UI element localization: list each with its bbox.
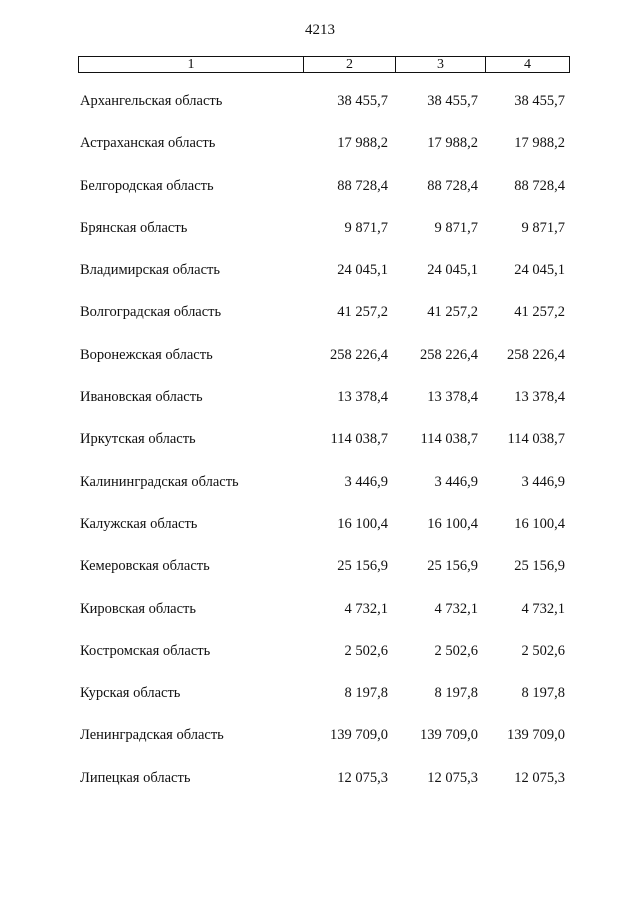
table-body bbox=[0, 93, 640, 812]
value-col-4: 13 378,4 bbox=[514, 389, 565, 406]
region-name: Кировская область bbox=[80, 600, 197, 617]
value-col-2: 12 075,3 bbox=[337, 769, 388, 786]
value-col-4: 16 100,4 bbox=[514, 515, 565, 532]
table-row bbox=[0, 178, 640, 220]
value-col-2: 3 446,9 bbox=[344, 473, 388, 490]
value-col-3: 114 038,7 bbox=[420, 431, 478, 448]
value-col-3: 41 257,2 bbox=[427, 304, 478, 321]
value-col-4: 24 045,1 bbox=[514, 262, 565, 279]
table-row bbox=[0, 389, 640, 431]
value-col-4: 139 709,0 bbox=[507, 727, 565, 744]
column-header-row bbox=[78, 56, 570, 73]
region-name: Брянская область bbox=[80, 219, 188, 236]
value-col-2: 88 728,4 bbox=[337, 177, 388, 194]
region-name: Костромская область bbox=[80, 642, 211, 659]
region-name: Астраханская область bbox=[80, 135, 216, 152]
value-col-2: 258 226,4 bbox=[330, 346, 388, 363]
table-row bbox=[0, 431, 640, 473]
value-col-2: 41 257,2 bbox=[337, 304, 388, 321]
value-col-2: 114 038,7 bbox=[330, 431, 388, 448]
column-header-4: 4 bbox=[524, 57, 531, 72]
value-col-4: 25 156,9 bbox=[514, 558, 565, 575]
table-row bbox=[0, 601, 640, 643]
region-name: Ивановская область bbox=[80, 389, 203, 406]
value-col-4: 114 038,7 bbox=[507, 431, 565, 448]
value-col-3: 2 502,6 bbox=[434, 642, 478, 659]
value-col-2: 139 709,0 bbox=[330, 727, 388, 744]
region-name: Иркутская область bbox=[80, 431, 196, 448]
region-name: Калининградская область bbox=[80, 473, 239, 490]
value-col-3: 17 988,2 bbox=[427, 135, 478, 152]
value-col-4: 3 446,9 bbox=[521, 473, 565, 490]
region-name: Владимирская область bbox=[80, 262, 220, 279]
value-col-3: 3 446,9 bbox=[434, 473, 478, 490]
table-row bbox=[0, 304, 640, 346]
region-name: Калужская область bbox=[80, 515, 198, 532]
value-col-3: 139 709,0 bbox=[420, 727, 478, 744]
value-col-3: 16 100,4 bbox=[427, 515, 478, 532]
value-col-2: 38 455,7 bbox=[337, 93, 388, 109]
page-number: 4213 bbox=[305, 22, 335, 38]
value-col-3: 9 871,7 bbox=[434, 219, 478, 236]
value-col-4: 88 728,4 bbox=[514, 177, 565, 194]
value-col-2: 17 988,2 bbox=[337, 135, 388, 152]
value-col-2: 4 732,1 bbox=[344, 600, 388, 617]
region-name: Воронежская область bbox=[80, 346, 213, 363]
value-col-3: 88 728,4 bbox=[427, 177, 478, 194]
value-col-4: 2 502,6 bbox=[521, 642, 565, 659]
region-name: Кемеровская область bbox=[80, 558, 210, 575]
value-col-3: 8 197,8 bbox=[434, 685, 478, 702]
value-col-2: 16 100,4 bbox=[337, 515, 388, 532]
value-col-4: 258 226,4 bbox=[507, 346, 565, 363]
region-name: Архангельская область bbox=[80, 93, 223, 109]
value-col-4: 8 197,8 bbox=[521, 685, 565, 702]
value-col-2: 8 197,8 bbox=[344, 685, 388, 702]
value-col-4: 38 455,7 bbox=[514, 93, 565, 109]
value-col-3: 24 045,1 bbox=[427, 262, 478, 279]
value-col-3: 25 156,9 bbox=[427, 558, 478, 575]
table-row bbox=[0, 770, 640, 812]
table-row bbox=[0, 135, 640, 177]
value-col-3: 4 732,1 bbox=[434, 600, 478, 617]
table-row bbox=[0, 93, 640, 135]
table-row bbox=[0, 516, 640, 558]
value-col-3: 258 226,4 bbox=[420, 346, 478, 363]
table-row bbox=[0, 262, 640, 304]
table-row bbox=[0, 347, 640, 389]
table-row bbox=[0, 558, 640, 600]
column-header-3: 3 bbox=[396, 57, 486, 72]
value-col-4: 12 075,3 bbox=[514, 769, 565, 786]
table-row bbox=[0, 685, 640, 727]
value-col-3: 13 378,4 bbox=[427, 389, 478, 406]
region-name: Курская область bbox=[80, 685, 181, 702]
value-col-2: 24 045,1 bbox=[337, 262, 388, 279]
region-name: Волгоградская область bbox=[80, 304, 222, 321]
region-name: Белгородская область bbox=[80, 177, 214, 194]
value-col-2: 25 156,9 bbox=[337, 558, 388, 575]
region-name: Ленинградская область bbox=[80, 727, 224, 744]
table-row bbox=[0, 220, 640, 262]
table-row bbox=[0, 643, 640, 685]
value-col-4: 17 988,2 bbox=[514, 135, 565, 152]
value-col-4: 41 257,2 bbox=[514, 304, 565, 321]
table-row bbox=[0, 727, 640, 769]
region-name: Липецкая область bbox=[80, 769, 191, 786]
value-col-2: 2 502,6 bbox=[344, 642, 388, 659]
value-col-2: 9 871,7 bbox=[344, 219, 388, 236]
value-col-3: 38 455,7 bbox=[427, 93, 478, 109]
table-row bbox=[0, 474, 640, 516]
column-header-1: 1 bbox=[79, 57, 304, 72]
value-col-2: 13 378,4 bbox=[337, 389, 388, 406]
column-header-2: 2 bbox=[304, 57, 396, 72]
value-col-4: 9 871,7 bbox=[521, 219, 565, 236]
value-col-3: 12 075,3 bbox=[427, 769, 478, 786]
value-col-4: 4 732,1 bbox=[521, 600, 565, 617]
